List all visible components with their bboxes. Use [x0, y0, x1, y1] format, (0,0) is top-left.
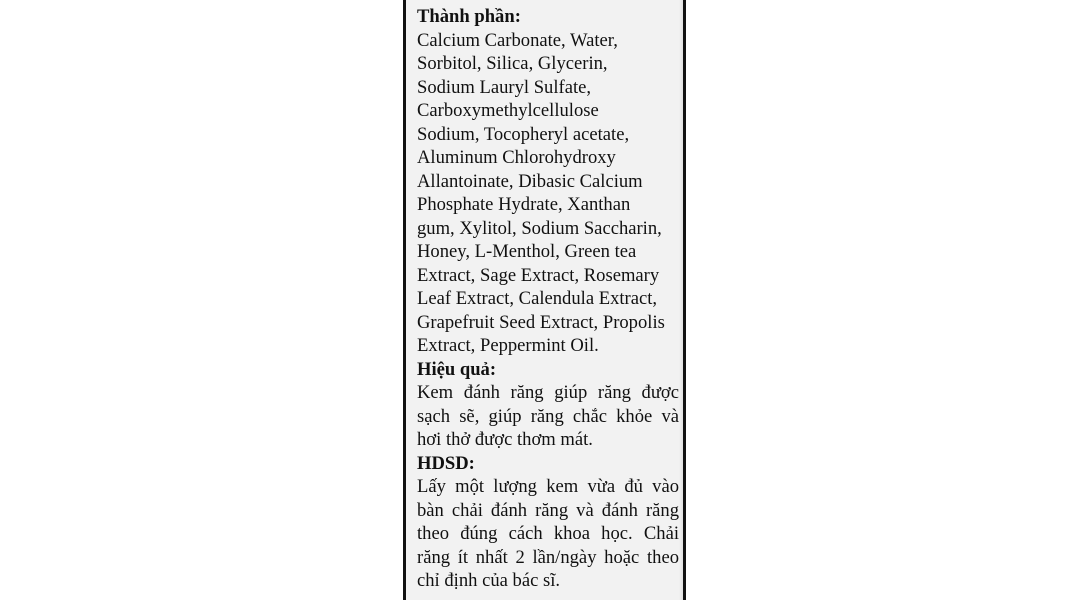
effect-line: hơi thở được thơm mát.	[417, 429, 593, 450]
ingredients-line: Honey, L-Menthol, Green tea	[417, 241, 637, 262]
ingredients-line: Carboxymethylcellulose	[417, 100, 599, 121]
usage-line: bàn chải đánh răng và đánh răng	[417, 499, 679, 521]
effect-line: sạch sẽ, giúp răng chắc khỏe và	[417, 405, 679, 427]
ingredients-line: Calcium Carbonate, Water,	[417, 29, 618, 51]
usage-line: chỉ định của bác sĩ.	[417, 570, 561, 591]
usage-line: răng ít nhất 2 lần/ngày hoặc theo	[417, 546, 679, 568]
usage-heading: HDSD:	[417, 452, 475, 474]
ingredients-line: Extract, Sage Extract, Rosemary	[417, 264, 660, 286]
product-label-panel	[403, 0, 686, 600]
effect-heading: Hiệu quả:	[417, 358, 497, 380]
effect-line: Kem đánh răng giúp răng được	[417, 382, 679, 403]
ingredients-line: Extract, Peppermint Oil.	[417, 335, 599, 356]
usage-line: Lấy một lượng kem vừa đủ vào	[417, 476, 679, 497]
ingredients-line: Aluminum Chlorohydroxy	[417, 147, 616, 168]
ingredients-line: Grapefruit Seed Extract, Propolis	[417, 311, 665, 333]
ingredients-line: Sodium, Tocopheryl acetate,	[417, 123, 630, 145]
ingredients-line: Allantoinate, Dibasic Calcium	[417, 170, 643, 192]
label-text-block	[417, 5, 679, 593]
ingredients-line: Sodium Lauryl Sulfate,	[417, 76, 592, 98]
panel-edge-shadow	[679, 0, 683, 600]
usage-line: theo đúng cách khoa học. Chải	[417, 523, 679, 544]
ingredients-line: Leaf Extract, Calendula Extract,	[417, 288, 658, 309]
ingredients-line: gum, Xylitol, Sodium Saccharin,	[417, 217, 662, 239]
ingredients-line: Phosphate Hydrate, Xanthan	[417, 194, 631, 215]
ingredients-line: Sorbitol, Silica, Glycerin,	[417, 53, 608, 74]
ingredients-heading: Thành phần:	[417, 6, 521, 27]
